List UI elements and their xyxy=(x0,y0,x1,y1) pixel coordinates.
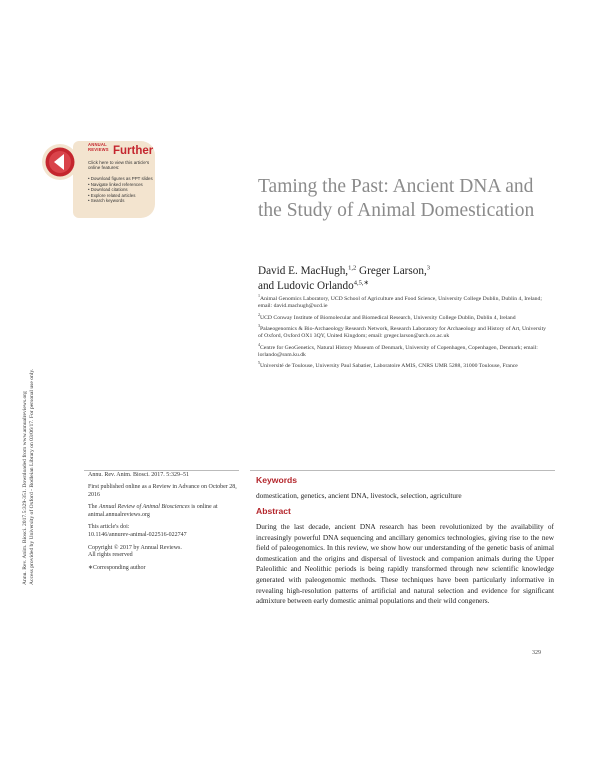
affiliation-3-text: Palaeogenomics & Bio-Archaeology Research Network, Research Laboratory for Archaeology and History of Art, University of Oxford, Oxford OX1 3QY, United Kingdom; email: greger.larson@arch.ox.ac.uk xyxy=(258,325,547,340)
author-larson-affil: 3 xyxy=(426,264,430,272)
affiliation-3-num: 3 xyxy=(258,323,260,329)
keywords-heading: Keywords xyxy=(256,475,298,485)
author-list xyxy=(258,264,558,293)
affiliation-1 xyxy=(258,293,548,310)
article-metadata xyxy=(88,472,238,577)
further-play-icon[interactable] xyxy=(41,143,79,181)
copyright-block xyxy=(88,545,238,561)
further-feature-list xyxy=(88,176,154,204)
rights-line: All rights reserved xyxy=(88,552,133,559)
affiliation-2 xyxy=(258,311,548,322)
affiliation-2-num: 2 xyxy=(258,311,260,317)
copyright-line: Copyright © 2017 by Annual Reviews. xyxy=(88,544,182,551)
affiliation-1-text: Animal Genomics Laboratory, UCD School of Agriculture and Food Science, University College Dublin, Dublin 4, Ireland; email: david.machugh@ucd.ie xyxy=(258,296,542,310)
article-title: Taming the Past: Ancient DNA and the Study of Animal Domestication xyxy=(258,176,535,221)
doi-label: This article's doi: xyxy=(88,524,130,531)
download-notice-line-2: Access provided by University of Oxford - Bodleian Library on 03/06/17. For personal use only. xyxy=(28,368,35,585)
author-machugh: David E. MacHugh, xyxy=(258,265,349,277)
doi-block xyxy=(88,524,238,540)
abstract-text: During the last decade, ancient DNA research has been revolutionized by the availability of increasingly powerful DNA sequencing and ancillary genomics technologies, giving rise to the new field of paleogenomics. In this review, we show how our understanding of the genetic basis of animal domestication and the origins and dispersal of livestock and companion animals during the Upper Paleolithic and Neolithic periods is being rapidly transformed through new scientific knowledge generated with paleogenomic methods. These techniques have been particularly informative in revealing high-resolution patterns of artificial and natural selection and evidence for significant admixture between early domestic animal populations and their wild congeners. xyxy=(256,522,554,606)
further-item-related[interactable]: • Explore related articles xyxy=(88,193,154,199)
author-orlando-affil: 4,5,∗ xyxy=(353,278,369,286)
affiliation-4-text: Centre for GeoGenetics, Natural History Museum of Denmark, University of Copenhagen, Copenhagen, Denmark; email: lorlando@snm.ku.dk xyxy=(258,344,538,358)
affiliation-3 xyxy=(258,323,548,340)
journal-line xyxy=(88,504,238,520)
author-orlando: and Ludovic Orlando xyxy=(258,279,354,292)
corresponding-author-note: ∗Corresponding author xyxy=(88,564,146,571)
page-number: 329 xyxy=(532,650,541,656)
further-item-ppt[interactable]: • Download figures as PPT slides xyxy=(88,176,154,182)
download-notice-line-1: Annu. Rev. Anim. Biosci. 2017.5:329-351. Downloaded from www.annualreviews.org xyxy=(22,391,28,585)
further-item-keywords[interactable]: • Search keywords xyxy=(88,198,154,204)
affiliation-5-num: 5 xyxy=(258,360,260,366)
further-intro-text[interactable]: Click here to view this article's online features: xyxy=(88,160,150,171)
download-notice xyxy=(22,225,58,585)
affiliation-5-text: Université de Toulouse, University Paul Sabatier, Laboratoire AMIS, CNRS UMR 5288, 31000 Toulouse, France xyxy=(260,363,518,370)
further-item-references[interactable]: • Navigate linked references xyxy=(88,182,154,188)
first-published-line: First published online as a Review in Advance on October 28, 2016 xyxy=(88,484,237,499)
journal-line-post[interactable]: is online at animal.annualreviews.org xyxy=(88,504,218,519)
doi-link[interactable]: 10.1146/annurev-animal-022516-022747 xyxy=(88,532,187,539)
author-larson: Greger Larson, xyxy=(356,265,427,277)
further-heading: Further xyxy=(113,145,154,157)
keywords-text: domestication, genetics, ancient DNA, livestock, selection, agriculture xyxy=(256,491,462,500)
affiliation-4 xyxy=(258,341,548,359)
affiliation-1-num: 1 xyxy=(258,293,260,299)
affiliation-4-num: 4 xyxy=(258,341,260,347)
affiliation-list xyxy=(258,293,548,375)
keywords-divider xyxy=(250,470,555,471)
author-machugh-affil: 1,2 xyxy=(348,264,357,272)
meta-divider xyxy=(84,470,239,471)
citation-line: Annu. Rev. Anim. Biosci. 2017. 5:329–51 xyxy=(88,472,189,478)
affiliation-2-text: UCD Conway Institute of Biomolecular and Biomedical Research, University College Dublin, Dublin 4, Ireland xyxy=(260,314,516,321)
journal-name: Annual Review of Animal Biosciences xyxy=(98,504,190,511)
abstract-heading: Abstract xyxy=(256,506,291,516)
further-item-citations[interactable]: • Download citations xyxy=(88,187,154,193)
annual-reviews-brand: ANNUAL REVIEWS xyxy=(88,142,109,152)
affiliation-5 xyxy=(258,360,548,370)
journal-line-pre: The xyxy=(88,504,99,511)
